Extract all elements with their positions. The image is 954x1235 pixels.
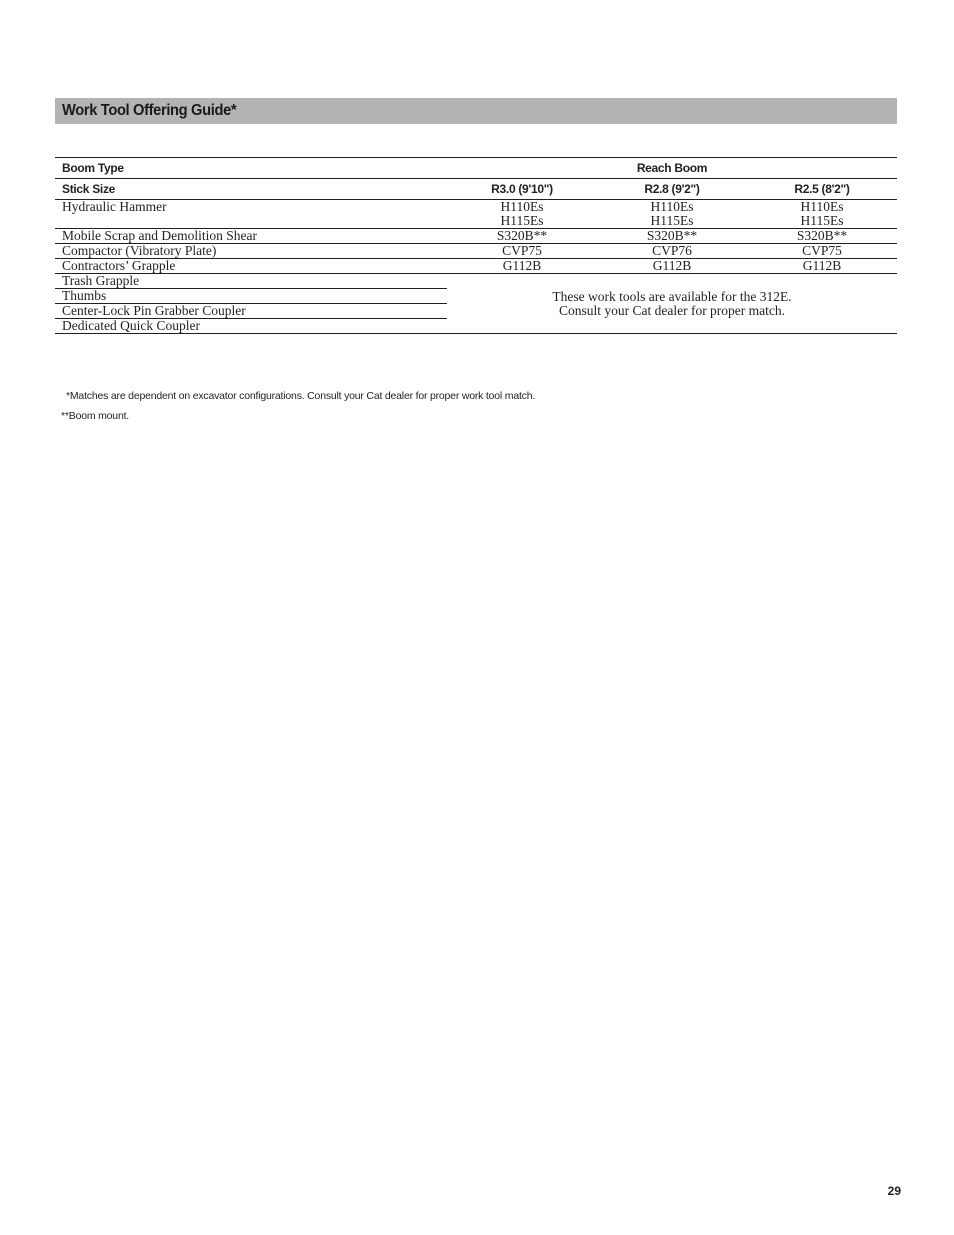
tool-name: Mobile Scrap and Demolition Shear [55,229,447,244]
footnote-matches: *Matches are dependent on excavator configurations. Consult your Cat dealer for proper work tool match. [66,390,536,402]
tool-model: CVP75 [447,244,597,259]
tool-model: H115Es [500,213,544,228]
availability-note-line: These work tools are available for the 312E. [552,288,792,304]
tool-model: H110Es [800,199,844,214]
tool-model: CVP76 [597,244,747,259]
table-row [55,259,897,274]
tool-model: S320B** [597,229,747,244]
tool-name: Contractors’ Grapple [55,259,447,274]
table-row [55,229,897,244]
tool-model: S320B** [447,229,597,244]
table-row [55,274,897,289]
work-tool-table [55,157,897,334]
boom-type-value: Reach Boom [447,158,897,179]
tool-model: H110Es [500,199,544,214]
tool-name: Trash Grapple [55,274,447,289]
stick-size-label: Stick Size [55,179,447,200]
table-row [55,244,897,259]
stick-size-header: R2.5 (8'2") [747,179,897,200]
tool-model-cell [447,200,597,229]
tool-model: CVP75 [747,244,897,259]
tool-model: H110Es [650,199,694,214]
page-number: 29 [887,1184,901,1198]
section-title: Work Tool Offering Guide* [62,102,237,119]
table-row [55,200,897,229]
stick-size-header: R3.0 (9'10") [447,179,597,200]
tool-model: H115Es [650,213,694,228]
tool-model: S320B** [747,229,897,244]
availability-note [447,274,897,334]
boom-type-label: Boom Type [55,158,447,179]
tool-model: G112B [447,259,597,274]
tool-name: Dedicated Quick Coupler [62,318,200,333]
boom-type-row [55,158,897,179]
tool-model: H115Es [800,213,844,228]
tool-name: Hydraulic Hammer [55,200,447,229]
tool-name: Compactor (Vibratory Plate) [55,244,447,259]
availability-note-line: Consult your Cat dealer for proper match. [558,302,786,318]
tool-model: G112B [597,259,747,274]
tool-model: G112B [747,259,897,274]
footnote-boom-mount: **Boom mount. [61,410,130,422]
stick-size-row [55,179,897,200]
tool-model-cell [747,200,897,229]
stick-size-header: R2.8 (9'2") [597,179,747,200]
tool-name: Center-Lock Pin Grabber Coupler [55,304,447,319]
tool-model-cell [597,200,747,229]
section-title-bar [55,98,897,124]
tool-name: Thumbs [55,289,447,304]
